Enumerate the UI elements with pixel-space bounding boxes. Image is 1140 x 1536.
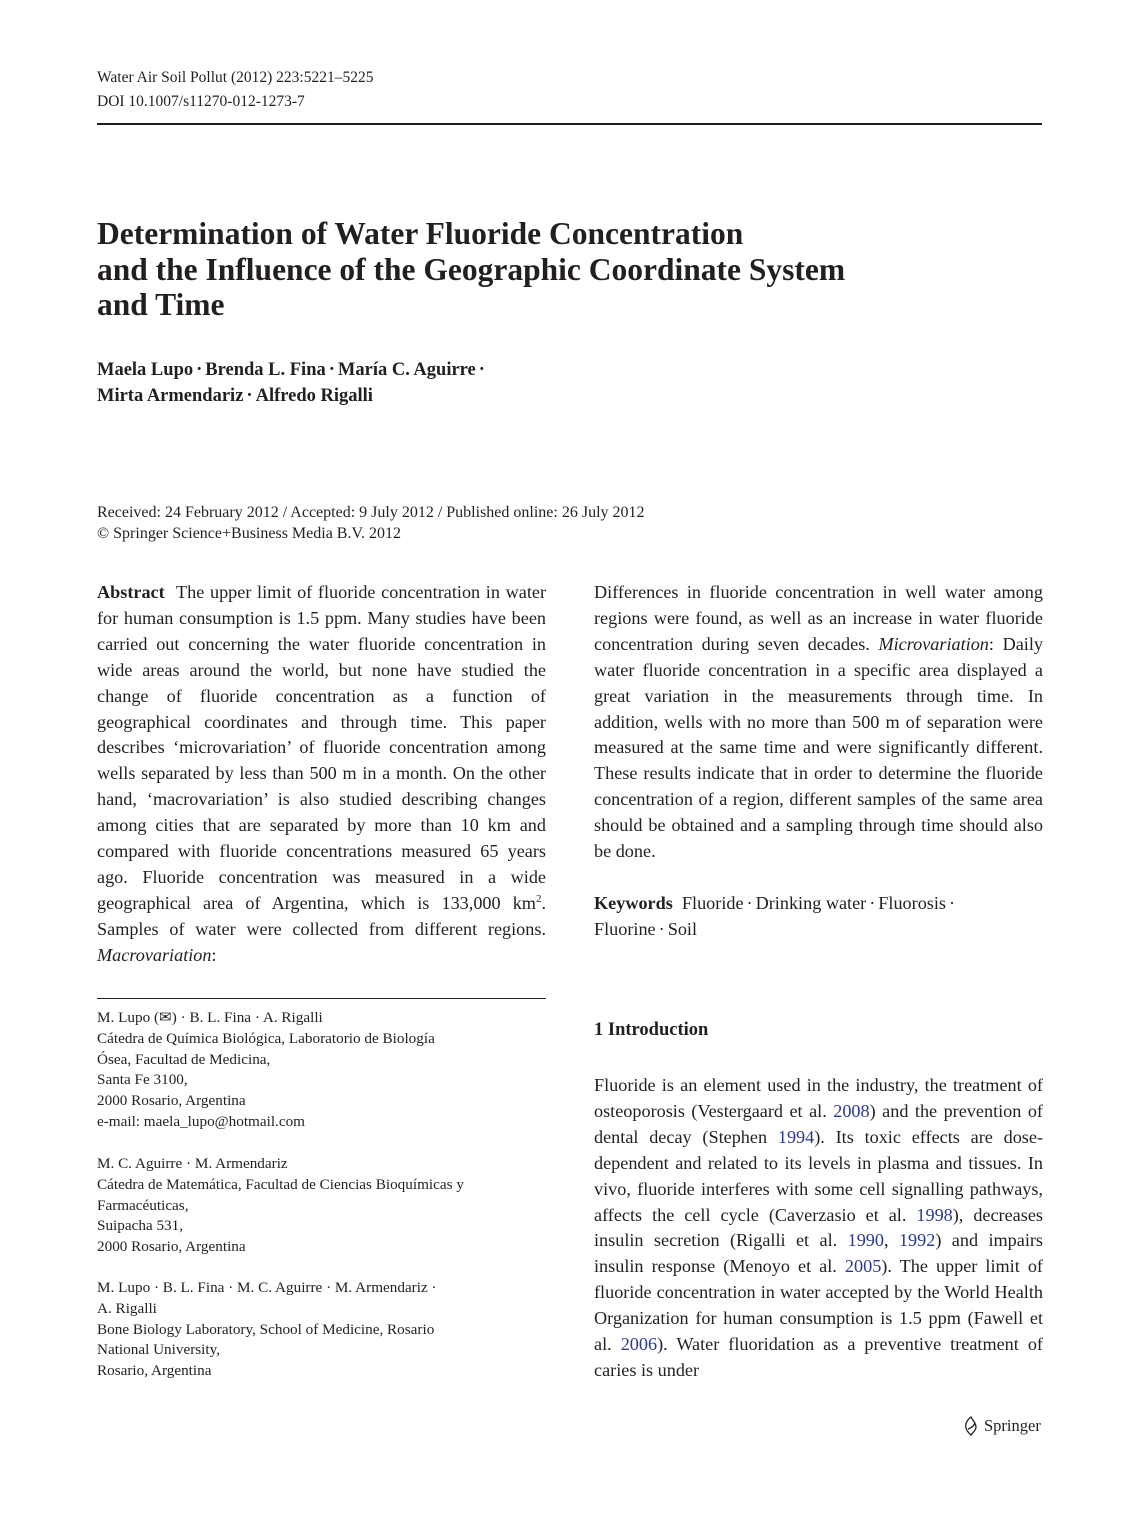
citation-link[interactable]: 2006	[620, 1334, 658, 1355]
header-rule	[97, 123, 1042, 125]
doi: DOI 10.1007/s11270-012-1273-7	[97, 93, 305, 110]
section-heading: 1 Introduction	[594, 1020, 709, 1040]
journal-header	[97, 66, 373, 114]
affiliation-block: M. C. Aguirre · M. Armendariz Cátedra de Matemática, Facultad de Ciencias Bioquímicas y Farmacéuticas, Suipacha 531, 2000 Rosario, Argentina	[97, 1155, 464, 1256]
title-line: Determination of Water Fluoride Concentration	[97, 216, 744, 251]
author-list: Maela Lupo · Brenda L. Fina · María C. Aguirre · Mirta Armendariz · Alfredo Rigalli	[97, 360, 485, 406]
affiliation-rule	[97, 998, 546, 999]
keyword: Soil	[667, 918, 698, 939]
author-name: Alfredo Rigalli	[255, 386, 373, 406]
keyword: Fluorine	[594, 918, 656, 939]
author-name: Brenda L. Fina	[205, 360, 326, 380]
introduction-text: Fluoride is an element used in the industry, the treatment of osteoporosis (Vestergaard et al. 2008) and the prevention of dental decay (Stephen 1994). Its toxic effects are dose-dependent and related to its levels in plasma and tissues. In vivo, fluoride interferes with some cell signalling pathways, affects the cell cycle (Caverzasio et al. 1998), decreases insulin secretion (Rigalli et al. 1990, 1992) and impairs insulin response (Menoyo et al. 2005). The upper limit of fluoride concentration in water accepted by the World Health Organization for human consumption is 1.5 ppm (Fawell et al. 2006). Water fluoridation as a preventive treatment of caries is under	[594, 1075, 1044, 1380]
received-date: Received: 24 February 2012	[97, 504, 279, 521]
affiliation-block: M. Lupo (✉) · B. L. Fina · A. Rigalli Cátedra de Química Biológica, Laboratorio de Biología Ósea, Facultad de Medicina, Santa Fe 3100, 2000 Rosario, Argentina e-mail: maela_lupo@hotmail.com	[97, 1008, 537, 1133]
citation-link[interactable]: 2005	[844, 1256, 882, 1277]
publisher-logo	[962, 1416, 1041, 1436]
citation-link[interactable]: 2008	[833, 1100, 870, 1121]
author-name: María C. Aguirre	[337, 360, 476, 380]
keyword: Fluorosis	[878, 892, 946, 913]
article-title	[97, 216, 997, 323]
keywords: Keywords Fluoride · Drinking water · Fluorosis · Fluorine · Soil	[594, 892, 956, 939]
title-line: and the Influence of the Geographic Coordinate System	[97, 251, 846, 287]
abstract: Abstract The upper limit of fluoride concentration in water for human consumption is 1.5 ppm. Many studies have been carried out concerning the water fluoride concentration in wide areas around the world, but none have studied the change of fluoride concentration as a function of geographical coordinates and through time. This paper describes ‘microvariation’ of fluoride concentration among wells separated by less than 500 m in a month. On the other hand, ‘macrovariation’ is also studied describing changes among cities that are separated by more than 10 km and compared with fluoride concentrations measured 65 years ago. Fluoride concentration was measured in a wide geographical area of Argentina, which is 133,000 $km^2$. Samples of water were collected from different regions. Macrovariation:	[97, 582, 547, 965]
journal-citation: Water Air Soil Pollut (2012) 223:5221–5225	[97, 69, 374, 86]
published-date: Published online: 26 July 2012	[446, 504, 645, 521]
author-name: Mirta Armendariz	[97, 386, 244, 406]
citation-link[interactable]: 1992	[898, 1230, 936, 1251]
citation-link[interactable]: 1998	[916, 1204, 953, 1225]
copyright-text: Springer Science+Business Media B.V. 2012	[113, 525, 401, 542]
publisher-name: Springer	[984, 1416, 1041, 1435]
citation-link[interactable]: 1990	[847, 1230, 884, 1251]
accepted-date: Accepted: 9 July 2012	[290, 504, 434, 521]
abstract-column-right	[594, 580, 1043, 943]
affiliation-block: M. Lupo · B. L. Fina · M. C. Aguirre · M. Armendariz · A. Rigalli Bone Biology Laboratory, School of Medicine, Rosario National University, Rosario, Argentina	[97, 1279, 437, 1380]
email-address[interactable]: e-mail: maela_lupo@hotmail.com	[97, 1112, 305, 1130]
abstract-continued: Differences in fluoride concentration in well water among regions were found, as well as an increase in water fluoride concentration during seven decades. Microvariation: Daily water fluoride concentration in a specific area displayed a great variation in the measurements through time. In addition, wells with no more than 500 m of separation were measured at the same time and were significantly different. These results indicate that in order to determine the fluoride concentration of a region, different samples of the same area should be obtained and a sampling through time should also be done.	[594, 582, 1043, 862]
copyright-icon: ©	[97, 525, 110, 542]
abstract-heading: Abstract	[97, 582, 165, 602]
keyword: Fluoride	[681, 892, 744, 913]
keyword: Drinking water	[755, 892, 867, 913]
citation-link[interactable]: 1994	[777, 1126, 815, 1147]
keywords-heading: Keywords	[594, 892, 673, 913]
abstract-column-left	[97, 580, 546, 969]
title-line: and Time	[97, 287, 225, 322]
author-name: Maela Lupo	[97, 360, 194, 380]
springer-logo-icon	[962, 1416, 980, 1436]
publication-dates: Received: 24 February 2012 / Accepted: 9 July 2012 / Published online: 26 July 2012 © Springer Science+Business Media B.V. 2012	[97, 504, 645, 542]
